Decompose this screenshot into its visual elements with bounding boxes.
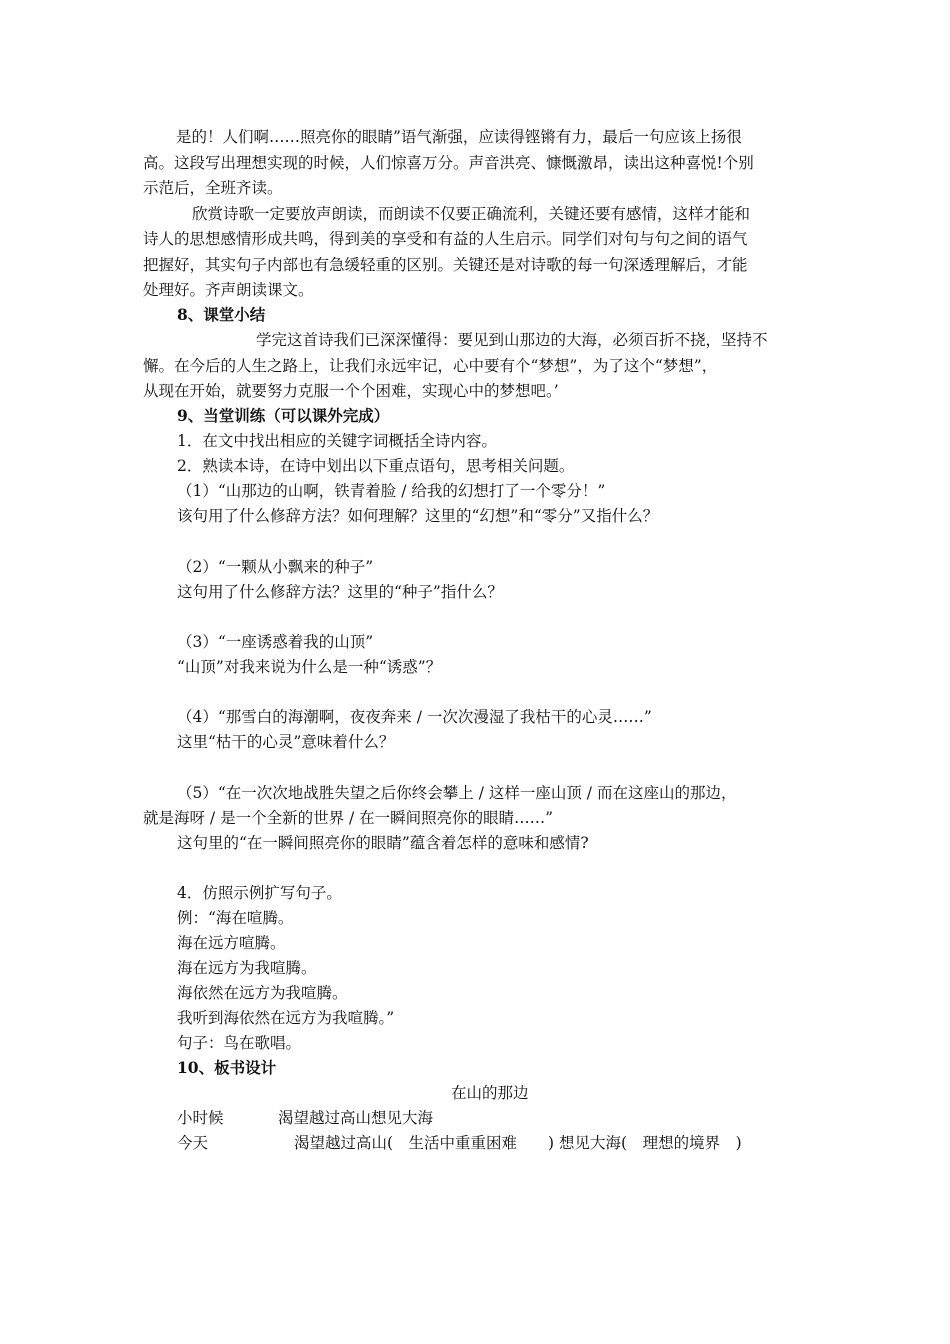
question-2-quote: （2）“一颗从小飘来的种子” xyxy=(177,558,374,576)
item-4-example-2: 海在远方喧腾。 xyxy=(177,934,286,952)
intro-p2-line-2: 诗人的思想感情形成共鸣，得到美的享受和有益的人生启示。同学们对句与句之间的语气 xyxy=(143,230,748,248)
item-4-example-3: 海在远方为我喧腾。 xyxy=(177,959,317,977)
section-9-item-1: 1．在文中找出相应的关键字词概括全诗内容。 xyxy=(177,432,497,450)
question-5-prompt: 这句里的“在一瞬间照亮你的眼睛”蕴含着怎样的意味和感情? xyxy=(177,834,589,852)
intro-p2-line-4: 处理好。齐声朗读课文。 xyxy=(143,281,314,299)
section-9-heading: 9、当堂训练（可以课外完成） xyxy=(177,406,390,425)
item-4-example-5: 我听到海依然在远方为我喧腾。” xyxy=(177,1009,395,1027)
item-4-title: 4．仿照示例扩写句子。 xyxy=(177,884,342,902)
board-row-2-label: 今天 xyxy=(177,1134,209,1152)
board-row-1-content: 渴望越过高山想见大海 xyxy=(278,1109,434,1127)
question-4-prompt: 这里“枯干的心灵”意味着什么？ xyxy=(177,733,395,751)
item-4-example-4: 海依然在远方为我喧腾。 xyxy=(177,984,348,1002)
board-row-1-label: 小时候 xyxy=(177,1109,224,1127)
board-title: 在山的那边 xyxy=(451,1084,529,1102)
board-row-2-content: 渴望越过高山( 生活中重重困难 ) 想见大海( 理想的境界 ) xyxy=(294,1134,742,1152)
section-10-heading: 10、板书设计 xyxy=(177,1058,277,1077)
intro-p1-line-3: 示范后，全班齐读。 xyxy=(143,179,283,197)
section-8-heading: 8、课堂小结 xyxy=(177,305,266,324)
question-2-prompt: 这句用了什么修辞方法？这里的“种子”指什么？ xyxy=(177,583,503,601)
section-8-line-1: 学完这首诗我们已深深懂得：要见到山那边的大海，必须百折不挠，坚持不 xyxy=(256,331,768,349)
question-1-prompt: 该句用了什么修辞方法？如何理解？这里的“幻想”和“零分”又指什么？ xyxy=(177,507,659,525)
intro-p1-line-1: 是的！人们啊……照亮你的眼睛”语气渐强，应读得铿锵有力，最后一句应该上扬很 xyxy=(176,128,742,146)
question-3-quote: （3）“一座诱惑着我的山顶” xyxy=(177,633,374,651)
item-4-example-1: 例：“海在喧腾。 xyxy=(177,909,294,927)
question-4-quote: （4）“那雪白的海潮啊，夜夜奔来 / 一次次漫湿了我枯干的心灵……” xyxy=(177,708,652,726)
question-3-prompt: “山顶”对我来说为什么是一种“诱惑”？ xyxy=(177,658,442,676)
question-5-quote-line-1: （5）“在一次次地战胜失望之后你终会攀上 / 这样一座山顶 / 而在这座山的那边， xyxy=(177,784,737,802)
item-4-exercise: 句子：鸟在歌唱。 xyxy=(177,1034,302,1052)
question-1-quote: （1）“山那边的山啊，铁青着脸 / 给我的幻想打了一个零分！” xyxy=(177,482,606,500)
section-8-line-3: 从现在开始，就要努力克服一个个困难，实现心中的梦想吧。’ xyxy=(143,382,559,400)
question-5-quote-line-2: 就是海呀 / 是一个全新的世界 / 在一瞬间照亮你的眼睛……” xyxy=(143,809,554,827)
intro-p1-line-2: 高。这段写出理想实现的时候，人们惊喜万分。声音洪亮、慷慨激昂，读出这种喜悦!个别 xyxy=(143,154,754,172)
section-9-item-2: 2．熟读本诗，在诗中划出以下重点语句，思考相关问题。 xyxy=(177,457,575,475)
intro-p2-line-1: 欣赏诗歌一定要放声朗读，而朗读不仅要正确流利，关键还要有感情，这样才能和 xyxy=(192,205,751,223)
section-8-line-2: 懈。在今后的人生之路上，让我们永远牢记，心中要有个“梦想”，为了这个“梦想”， xyxy=(143,357,718,375)
intro-p2-line-3: 把握好，其实句子内部也有急缓轻重的区别。关键还是对诗歌的每一句深透理解后，才能 xyxy=(143,256,748,274)
